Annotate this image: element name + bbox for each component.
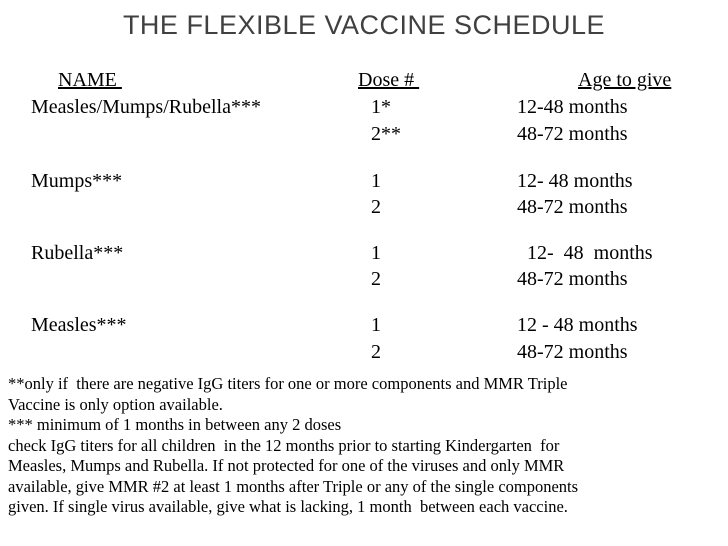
- age-to-give: 48-72 months: [517, 268, 628, 290]
- footnote-line: available, give MMR #2 at least 1 months after Triple or any of the single components: [8, 476, 579, 496]
- dose-number: 1: [371, 170, 381, 192]
- header-dose: Dose #: [358, 69, 420, 91]
- footnote-block: [8, 374, 724, 518]
- footnote-line: **only if there are negative IgG titers for one or more components and MMR Triple: [8, 374, 568, 393]
- age-to-give: 48-72 months: [517, 341, 628, 363]
- dose-number: 2: [371, 196, 381, 218]
- vaccine-name-rubella: Rubella***: [31, 242, 124, 264]
- age-to-give: 12-48 months: [517, 96, 628, 118]
- footnote-line: Vaccine is only option available.: [8, 394, 223, 414]
- dose-number: 1*: [371, 96, 391, 118]
- vaccine-name-measles: Measles***: [31, 314, 127, 336]
- dose-number: 2: [371, 341, 381, 363]
- slide-title: THE FLEXIBLE VACCINE SCHEDULE: [122, 10, 606, 40]
- dose-number: 2: [371, 268, 381, 290]
- header-name: NAME: [58, 69, 122, 91]
- age-to-give: 12 - 48 months: [517, 314, 638, 336]
- age-to-give: 48-72 months: [517, 196, 628, 218]
- footnote-line: check IgG titers for all children in the 12 months prior to starting Kindergarten for: [8, 435, 560, 455]
- age-to-give: 12- 48 months: [527, 242, 653, 264]
- dose-number: 1: [371, 314, 381, 336]
- footnote-line: *** minimum of 1 months in between any 2 doses: [8, 415, 342, 434]
- vaccine-name-mumps: Mumps***: [31, 170, 123, 192]
- vaccine-name-mmr: Measles/Mumps/Rubella***: [31, 96, 261, 118]
- footnote-line: given. If single virus available, give what is lacking, 1 month between each vaccine.: [8, 497, 568, 516]
- dose-number: 1: [371, 242, 381, 264]
- footnote-line: Measles, Mumps and Rubella. If not protected for one of the viruses and only MMR: [8, 456, 565, 475]
- dose-number: 2**: [371, 123, 401, 145]
- age-to-give: 48-72 months: [517, 123, 628, 145]
- age-to-give: 12- 48 months: [517, 170, 633, 192]
- header-age: Age to give: [578, 69, 672, 91]
